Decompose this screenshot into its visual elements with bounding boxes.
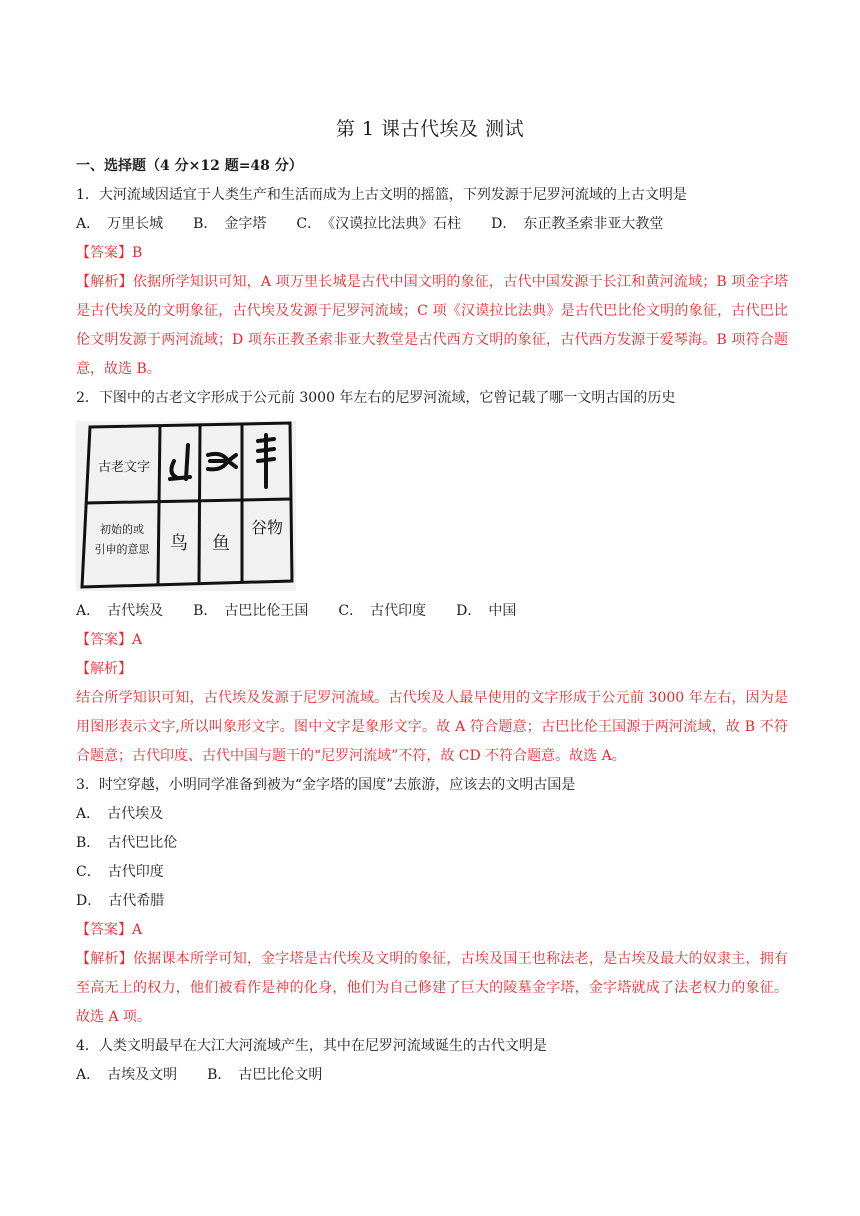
question-3-stem: 3．时空穿越，小明同学准备到被为“金字塔的国度”去旅游，应该去的文明古国是: [76, 777, 576, 793]
question-2-analysis-label: 【解析】: [76, 661, 132, 677]
question-3-option-c: C． 古代印度: [76, 864, 164, 880]
meaning-fish: 鱼: [212, 533, 230, 554]
question-1-analysis: 【解析】依据所学知识可知，A 项万里长城是古代中国文明的象征，古代中国发源于长江和黄河流域；B 项金字塔是古代埃及的文明象征，古代埃及发源于尼罗河流域；C 项《汉谟拉比法典》是古代巴比伦文明的象征，古代巴比伦文明发源于两河流域；D 项东正教圣索非亚大教堂是古代西方文明的象征，古代西方发源于爱琴海。B 项符合题意，故选 B。: [76, 274, 788, 377]
hieroglyph-table-figure: [76, 421, 296, 591]
question-3-answer: 【答案】A: [76, 922, 143, 938]
question-3-analysis: 【解析】依据课本所学可知，金字塔是古代埃及文明的象征，古埃及国王也称法老，是古埃及最大的奴隶主，拥有至高无上的权力，他们被看作是神的化身，他们为自己修建了巨大的陵墓金字塔，金字塔就成了法老权力的象征。故选 A 项。: [76, 951, 788, 1025]
question-3-option-d: D． 古代希腊: [76, 893, 165, 909]
option-d: D． 东正教圣索非亚大教堂: [491, 216, 664, 232]
question-3-option-a: A． 古代埃及: [76, 806, 164, 822]
meaning-bird: 鸟: [170, 533, 188, 554]
question-2-analysis: 结合所学知识可知，古代埃及发源于尼罗河流域。古代埃及人最早使用的文字形成于公元前 3000 年左右，因为是用图形表示文字,所以叫象形文字。图中文字是象形文字。故 A 符合题意；古巴比伦王国源于两河流域，故 B 不符合题意；古代印度、古代中国与题干的“尼罗河流域”不符，故 CD 不符合题意。故选 A。: [76, 690, 788, 764]
question-4-stem: 4．人类文明最早在大江大河流域产生，其中在尼罗河流域诞生的古代文明是: [76, 1038, 547, 1054]
row2-label-line2: 引申的意思: [94, 543, 150, 556]
option-b: B． 金字塔: [193, 216, 267, 232]
option-b: B． 古巴比伦王国: [193, 603, 309, 619]
section-heading: 一、选择题（4 分×12 题=48 分）: [76, 158, 303, 174]
option-a: A． 古代埃及: [76, 603, 164, 619]
question-1-options: [76, 210, 788, 239]
meaning-grain: 谷物: [250, 518, 284, 537]
document-body: [76, 152, 788, 1090]
question-2-stem: 2．下图中的古老文字形成于公元前 3000 年左右的尼罗河流域，它曾记载了哪一文明古国的历史: [76, 390, 676, 406]
option-b: B． 古巴比伦文明: [207, 1067, 323, 1083]
option-a: A． 古埃及文明: [76, 1067, 178, 1083]
question-1-stem: 1．大河流域因适宜于人类生产和生活而成为上古文明的摇篮，下列发源于尼罗河流域的上古文明是: [76, 187, 687, 203]
question-2-answer: 【答案】A: [76, 632, 143, 648]
option-a: A． 万里长城: [76, 216, 164, 232]
question-2-options: [76, 597, 788, 626]
question-1-answer: 【答案】B: [76, 245, 143, 261]
question-4-options: [76, 1061, 788, 1090]
option-c: C． 古代印度: [338, 603, 427, 619]
option-d: D． 中国: [456, 603, 517, 619]
question-3-option-b: B． 古代巴比伦: [76, 835, 178, 851]
row2-label-line1: 初始的或: [100, 523, 144, 536]
page-title: 第 1 课古代埃及 测试: [335, 118, 525, 140]
row1-label: 古老文字: [97, 460, 151, 475]
hieroglyph-table: [76, 421, 296, 591]
option-c: C． 《汉谟拉比法典》石柱: [296, 216, 462, 232]
